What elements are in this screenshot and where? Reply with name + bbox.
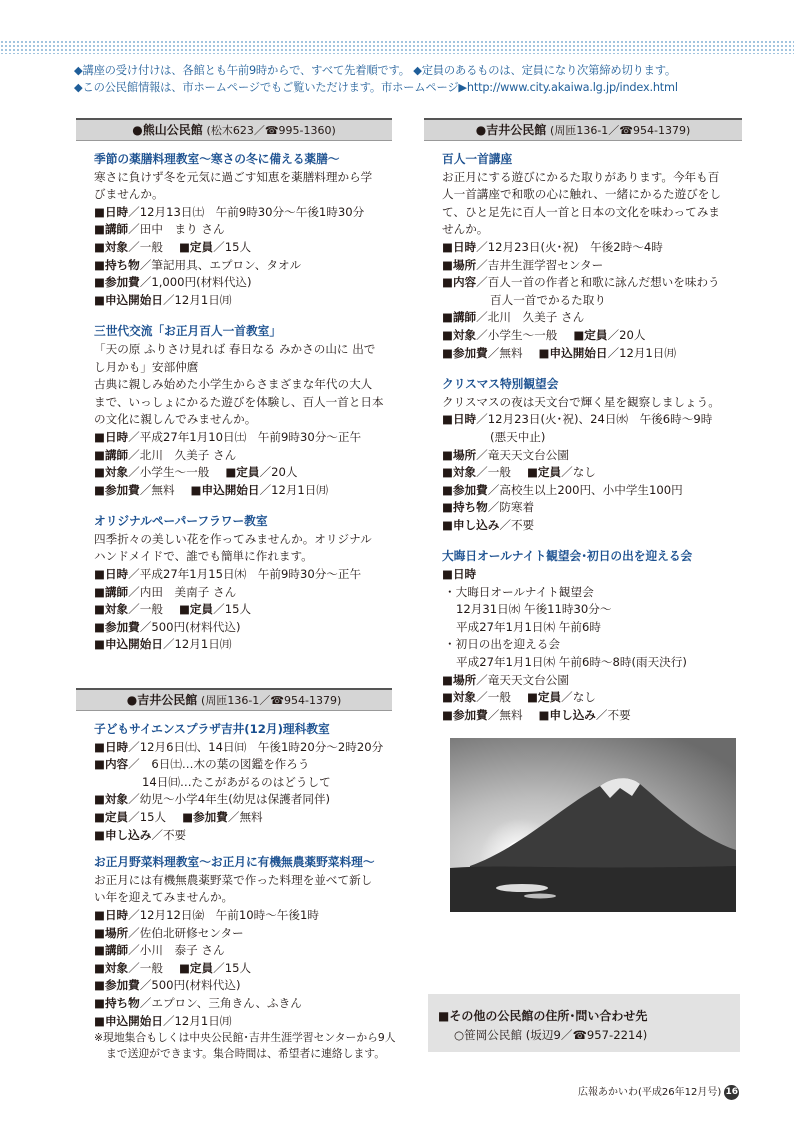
lecturer-row: ■講師／北川 久美子 さん <box>94 447 237 462</box>
place-row: ■場所／吉井生涯学習センター <box>442 257 604 272</box>
bullet-detail: 平成27年1月1日㈭ 午前6時～8時(雨天決行) <box>456 655 687 670</box>
notice-line-1: ◆講座の受け付けは、各館とも午前9時からで、すべて先着順です。 ◆定員のあるものは、定員になり次第締め切ります。 <box>74 64 677 77</box>
items-row: ■持ち物／防寒着 <box>442 500 535 515</box>
program-desc: びませんか。 <box>94 187 164 202</box>
target-row: ■対象／一般 ■定員／15人 <box>94 960 252 975</box>
program-title: 三世代交流「お正月百人一首教室」 <box>94 324 282 339</box>
right-column <box>424 118 742 738</box>
start-row: ■申込開始日／12月1日㈪ <box>94 637 232 652</box>
items-row: ■持ち物／筆記用具、エプロン、タオル <box>94 257 302 272</box>
program-title: 百人一首講座 <box>442 152 513 166</box>
program-desc: い年を迎えてみませんか。 <box>94 890 234 905</box>
yoshii-header-right <box>424 118 742 141</box>
date-row: ■日時／12月23日(火･祝)、24日㈬ 午後6時～9時 <box>442 412 713 427</box>
target-row: ■対象／一般 ■定員／なし <box>442 465 596 480</box>
program-title: クリスマス特別観望会 <box>442 377 559 392</box>
publication-name: 広報あかいわ(平成26年12月号) <box>578 1087 722 1098</box>
apply-row: ■申し込み／不要 <box>94 827 187 842</box>
target-row: ■対象／一般 ■定員／15人 <box>94 602 252 617</box>
fee-row: ■参加費／無料 ■申込開始日／12月1日㈪ <box>442 345 676 360</box>
program-title: 子どもサイエンスプラザ吉井(12月)理科教室 <box>94 722 330 737</box>
other-facility-entry: ○笹岡公民館 (坂辺9／☎957-2214) <box>454 1028 648 1042</box>
program-desc: 人一首講座で和歌の心に触れ、一緒にかるた遊びをし <box>442 187 721 202</box>
place-row: ■場所／竜天天文台公園 <box>442 672 569 687</box>
content-row: ■内容／ 6日㈯…木の葉の図鑑を作ろう <box>94 757 310 772</box>
target-row: ■対象／幼児～小学4年生(幼児は保護者同伴) <box>94 792 331 807</box>
program-desc: 「天の原 ふりさけ見れば 春日なる みかさの山に 出で <box>94 341 376 356</box>
start-row: ■申込開始日／12月1日㈪ <box>94 292 232 307</box>
left-column <box>76 118 396 1076</box>
lake-reflection <box>524 894 556 899</box>
kumayama-header <box>76 118 392 141</box>
program-desc: 四季折々の美しい花を作ってみませんか。オリジナル <box>94 531 372 546</box>
program-desc: お正月にする遊びにかるた取りがあります。今年も百 <box>442 169 720 184</box>
content-row-2: 14日㈰…たこがあがるのはどうして <box>142 774 331 789</box>
program-christmas <box>442 376 742 534</box>
bullet-detail: 12月31日㈬ 午後11時30分～ <box>456 602 612 617</box>
fee-row: ■参加費／500円(材料代込) <box>94 619 241 634</box>
facility-contact: (周匝136-1／☎954-1379) <box>201 694 342 708</box>
items-row: ■持ち物／エプロン、三角きん、ふきん <box>94 995 302 1010</box>
date-row: ■日時／12月23日(火･祝) 午後2時～4時 <box>442 239 663 254</box>
program-yakuzen <box>94 151 392 309</box>
program-hyakunin-lecture <box>442 151 742 362</box>
program-newyear-vegetable <box>94 854 396 1062</box>
date-row: ■日時 <box>442 567 477 582</box>
program-desc: 古典に親しみ始めた小学生からさまざまな年代の大人 <box>94 377 373 392</box>
program-title: お正月野菜料理教室～お正月に有機無農薬野菜料理～ <box>94 855 375 870</box>
place-row: ■場所／佐伯北研修センター <box>94 925 244 940</box>
program-desc: て、ひと足先に百人一首と日本の文化を味わってみま <box>442 204 720 219</box>
dotted-header-band <box>0 40 794 54</box>
place-row: ■場所／竜天天文台公園 <box>442 447 569 462</box>
date-row: ■日時／12月12日㈮ 午前10時～午後1時 <box>94 907 319 922</box>
lecturer-row: ■講師／北川 久美子 さん <box>442 310 585 325</box>
program-desc: まで、いっしょにかるた遊びを体験し、百人一首と日本 <box>94 394 384 409</box>
start-row: ■申込開始日／12月1日㈪ <box>94 1013 232 1028</box>
program-desc: し月かも」安部仲麿 <box>94 359 199 374</box>
facility-contact: (周匝136-1／☎954-1379) <box>550 124 691 137</box>
lecturer-row: ■講師／小川 泰子 さん <box>94 943 225 958</box>
target-row: ■対象／一般 ■定員／なし <box>442 690 596 705</box>
ground <box>450 866 736 912</box>
date-row: ■日時／12月13日㈯ 午前9時30分～午後1時30分 <box>94 204 365 219</box>
program-allnight <box>442 548 742 724</box>
fee-row: ■参加費／1,000円(材料代込) <box>94 275 252 290</box>
program-desc: お正月には有機無農薬野菜で作った料理を並べて新し <box>94 872 373 887</box>
lake-reflection <box>496 884 548 892</box>
other-facilities-box <box>428 994 740 1052</box>
facility-contact: (松木623／☎995-1360) <box>206 124 336 137</box>
fee-row: ■参加費／無料 ■申込開始日／12月1日㈪ <box>94 482 328 497</box>
program-note: ※現地集合もしくは中央公民館･吉井生涯学習センターから9人 <box>94 1031 396 1045</box>
facility-name: ●吉井公民館 <box>126 693 198 708</box>
content-row: ■内容／百人一首の作者と和歌に詠んだ想いを味わう <box>442 275 720 290</box>
date-row: ■日時／平成27年1月10日㈯ 午前9時30分～正午 <box>94 429 362 444</box>
program-note: まで送迎ができます。集合時間は、希望者に連絡します。 <box>106 1047 385 1061</box>
bullet-detail: 平成27年1月1日㈭ 午前6時 <box>456 619 601 634</box>
mountain-sunrise-illustration <box>450 738 736 912</box>
bullet-item: ・大晦日オールナイト観望会 <box>444 584 594 599</box>
fee-row: ■参加費／無料 ■申し込み／不要 <box>442 707 631 722</box>
apply-row: ■申し込み／不要 <box>442 517 535 532</box>
program-science <box>94 721 392 844</box>
date-row: ■日時／12月6日㈯、14日㈰ 午後1時20分～2時20分 <box>94 739 384 754</box>
facility-name: ●熊山公民館 <box>132 123 203 137</box>
target-row: ■対象／小学生～一般 ■定員／20人 <box>442 327 646 342</box>
date-row: ■日時／平成27年1月15日㈭ 午前9時30分～正午 <box>94 567 362 582</box>
fee-row: ■参加費／500円(材料代込) <box>94 978 241 993</box>
lecturer-row: ■講師／田中 まり さん <box>94 222 225 237</box>
program-desc: クリスマスの夜は天文台で輝く星を観察しましょう。 <box>442 394 720 409</box>
program-title: 季節の薬膳料理教室～寒さの冬に備える薬膳～ <box>94 152 340 166</box>
lecturer-row: ■講師／内田 美南子 さん <box>94 584 237 599</box>
notice-line-2: ◆この公民館情報は、市ホームページでもご覧いただけます。市ホームページ▶http://www.city.akaiwa.lg.jp/index.html <box>74 81 678 94</box>
fee-row: ■参加費／高校生以上200円、小中学生100円 <box>442 482 683 497</box>
program-hyakunin <box>94 323 392 499</box>
yoshii-header-left <box>76 688 392 711</box>
program-title: 大晦日オールナイト観望会･初日の出を迎える会 <box>442 549 693 564</box>
program-desc: ハンドメイドで、誰でも簡単に作れます。 <box>94 549 313 564</box>
program-desc: せんか。 <box>442 222 489 237</box>
program-title: オリジナルペーパーフラワー教室 <box>94 514 268 529</box>
target-row: ■対象／一般 ■定員／15人 <box>94 239 252 254</box>
program-paperflower <box>94 513 392 654</box>
date-row-2: (悪天中止) <box>490 429 546 444</box>
target-row: ■対象／小学生～一般 ■定員／20人 <box>94 465 298 480</box>
program-desc: の文化に親しんでみませんか。 <box>94 412 257 427</box>
page-number: 16 <box>724 1085 739 1100</box>
other-facilities-title: ■その他の公民館の住所･問い合わせ先 <box>438 1009 648 1023</box>
facility-name: ●吉井公民館 <box>475 123 547 137</box>
content-row-2: 百人一首でかるた取り <box>490 292 606 307</box>
program-desc: 寒さに負けず冬を元気に過ごす知恵を薬膳料理から学 <box>94 169 373 184</box>
bullet-item: ・初日の出を迎える会 <box>444 637 560 652</box>
capacity-row: ■定員／15人 ■参加費／無料 <box>94 810 263 824</box>
page-footer <box>578 1083 739 1100</box>
